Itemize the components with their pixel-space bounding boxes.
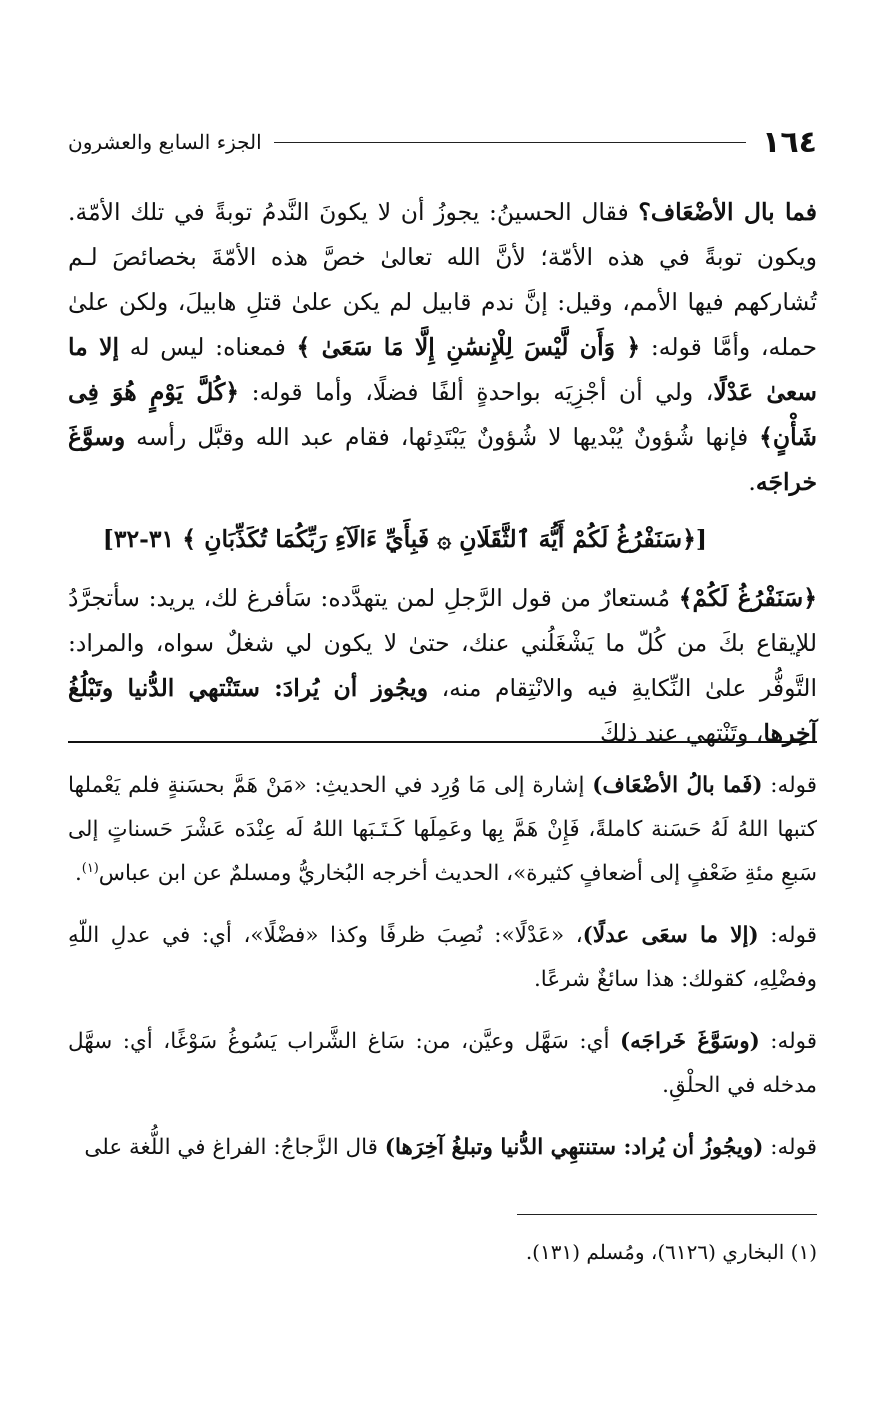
bold-phrase: فما بال الأضْعَاف؟	[638, 198, 817, 226]
commentary-paragraph	[68, 764, 817, 896]
main-text	[68, 190, 817, 756]
bold-phrase: وسوَّغَ خراجَه	[68, 423, 817, 496]
text-run: قوله:	[762, 773, 817, 798]
page-number: ١٦٤	[762, 124, 817, 160]
commentary-paragraph	[68, 1126, 817, 1170]
text-run: قوله:	[758, 923, 817, 948]
commentary-divider	[68, 741, 817, 743]
quran-verse: ﴿كُلَّ يَوْمٍ هُوَ فِى شَأْنٍ﴾	[68, 378, 817, 451]
running-header	[68, 122, 817, 162]
text-run: أي: سَهَّل وعيَّن، من: سَاغ الشَّراب يَسُوغُ سَوْغًا، أي: سهَّل مدخله في الحلْقِ.	[68, 1029, 817, 1098]
text-run: فمعناه: ليس له	[119, 333, 297, 361]
footnote-rule	[517, 1214, 817, 1215]
text-run: قوله:	[763, 1135, 817, 1160]
commentary-section	[68, 764, 817, 1170]
bold-phrase: (ويجُوزُ أن يُراد: ستنتهِي الدُّنيا وتبلغُ آخِرَها)	[384, 1135, 764, 1160]
text-run: قوله:	[759, 1029, 818, 1054]
text-run: .	[748, 468, 756, 496]
bold-phrase: (وسَوَّغَ خَراجَه)	[619, 1029, 760, 1054]
text-run: ، وتَنْتهي عند ذلكَ	[600, 719, 764, 747]
text-run: .	[74, 861, 82, 886]
quran-verse: ﴿سَنَفْرُغُ لَكُمْ﴾	[678, 584, 817, 612]
bold-phrase: ويجُوز أن يُرادَ: ستَنْتهي الدُّنيا وتَبْلُغُ آخِرها	[68, 674, 817, 747]
text-run: ، «عَدْلًا»: نُصِبَ ظرفًا وكذا «فضْلًا»، أي: في عدلِ اللّهِ وفضْلِهِ، كقولك: هذا سائغٌ شرعًا.	[68, 923, 817, 992]
text-run: مُستعارٌ من قول الرَّجلِ لمن يتهدَّده: سَأفرغ لك، يريد: سأتجرَّدُ للإيقاع بكَ من كُلّ ما يَشْغَلُني عنك، حتىٰ لا يكون لي شغلٌ سواه، والمراد: التَّوفُّر علىٰ النِّكايةِ فيه والانْتِقام منه،	[68, 584, 817, 702]
commentary-paragraph	[68, 914, 817, 1002]
header-rule	[274, 142, 746, 143]
footnote-marker[interactable]: (١)	[81, 860, 99, 876]
bold-phrase: (فَما بالُ الأضْعَاف)	[592, 773, 763, 798]
commentary-paragraph	[68, 1020, 817, 1108]
bold-phrase: إلا ما سعىٰ عَدْلًا	[68, 333, 817, 406]
main-paragraph	[68, 190, 817, 505]
bold-phrase: (إلا ما سعَى عدلًا)	[582, 923, 759, 948]
footnote: (١) البخاري (٦١٢٦)، ومُسلم (١٣١).	[525, 1240, 817, 1264]
text-run: ، ولي أن أجْزِيَه بواحدةٍ ألفًا فضلًا، وأما قوله:	[239, 378, 714, 406]
running-title: الجزء السابع والعشرون	[68, 130, 262, 154]
text-run: فقال الحسينُ: يجوزُ أن لا يكونَ النَّدمُ توبةً في تلك الأمّة. ويكون توبةً في هذه الأمّة؛ لأنَّ الله تعالىٰ خصَّ هذه الأمّةَ بخصائصَ لـم تُشاركهم فيها الأمم، وقيل: إنَّ ندم قابيل لم يكن علىٰ قتلِ هابيلَ، ولكن علىٰ حمله، وأمَّا قوله:	[68, 198, 817, 361]
quran-verse: ﴿ وَأَن لَّيْسَ لِلْإِنسَٰنِ إِلَّا مَا سَعَىٰ ﴾	[296, 333, 641, 361]
text-run: قال الزَّجاجُ: الفراغ في اللُّغة على	[84, 1135, 385, 1160]
verse-heading: [﴿سَنَفْرُغُ لَكُمْ أَيُّهَ ٱلثَّقَلَانِ ۞ فَبِأَيِّ ءَالَآءِ رَبِّكُمَا تُكَذِّبَانِ ﴾ ٣١-٣٢]	[102, 525, 707, 553]
text-run: إشارة إلى مَا وُرِد في الحديثِ: «مَنْ هَمَّ بحسَنةٍ فلم يَعْملها كتبها اللهُ لَهُ حَسَنة كاملةً، فَإِنْ هَمَّ بِها وعَمِلَها كَـتَـبَها اللهُ لَه عِنْدَه عَشْرَ حَسناتٍ إلى سَبعِ مئةِ ضَعْفٍ إلى أضعافٍ كثيرة»، الحديث أخرجه البُخاريُّ ومسلمٌ عن ابن عباس	[68, 773, 817, 886]
text-run: فإنها شُؤونٌ يُبْديها لا شُؤونٌ يَبْتَدِئها، فقام عبد الله وقبَّل رأسه	[125, 423, 760, 451]
main-paragraph	[68, 576, 817, 756]
